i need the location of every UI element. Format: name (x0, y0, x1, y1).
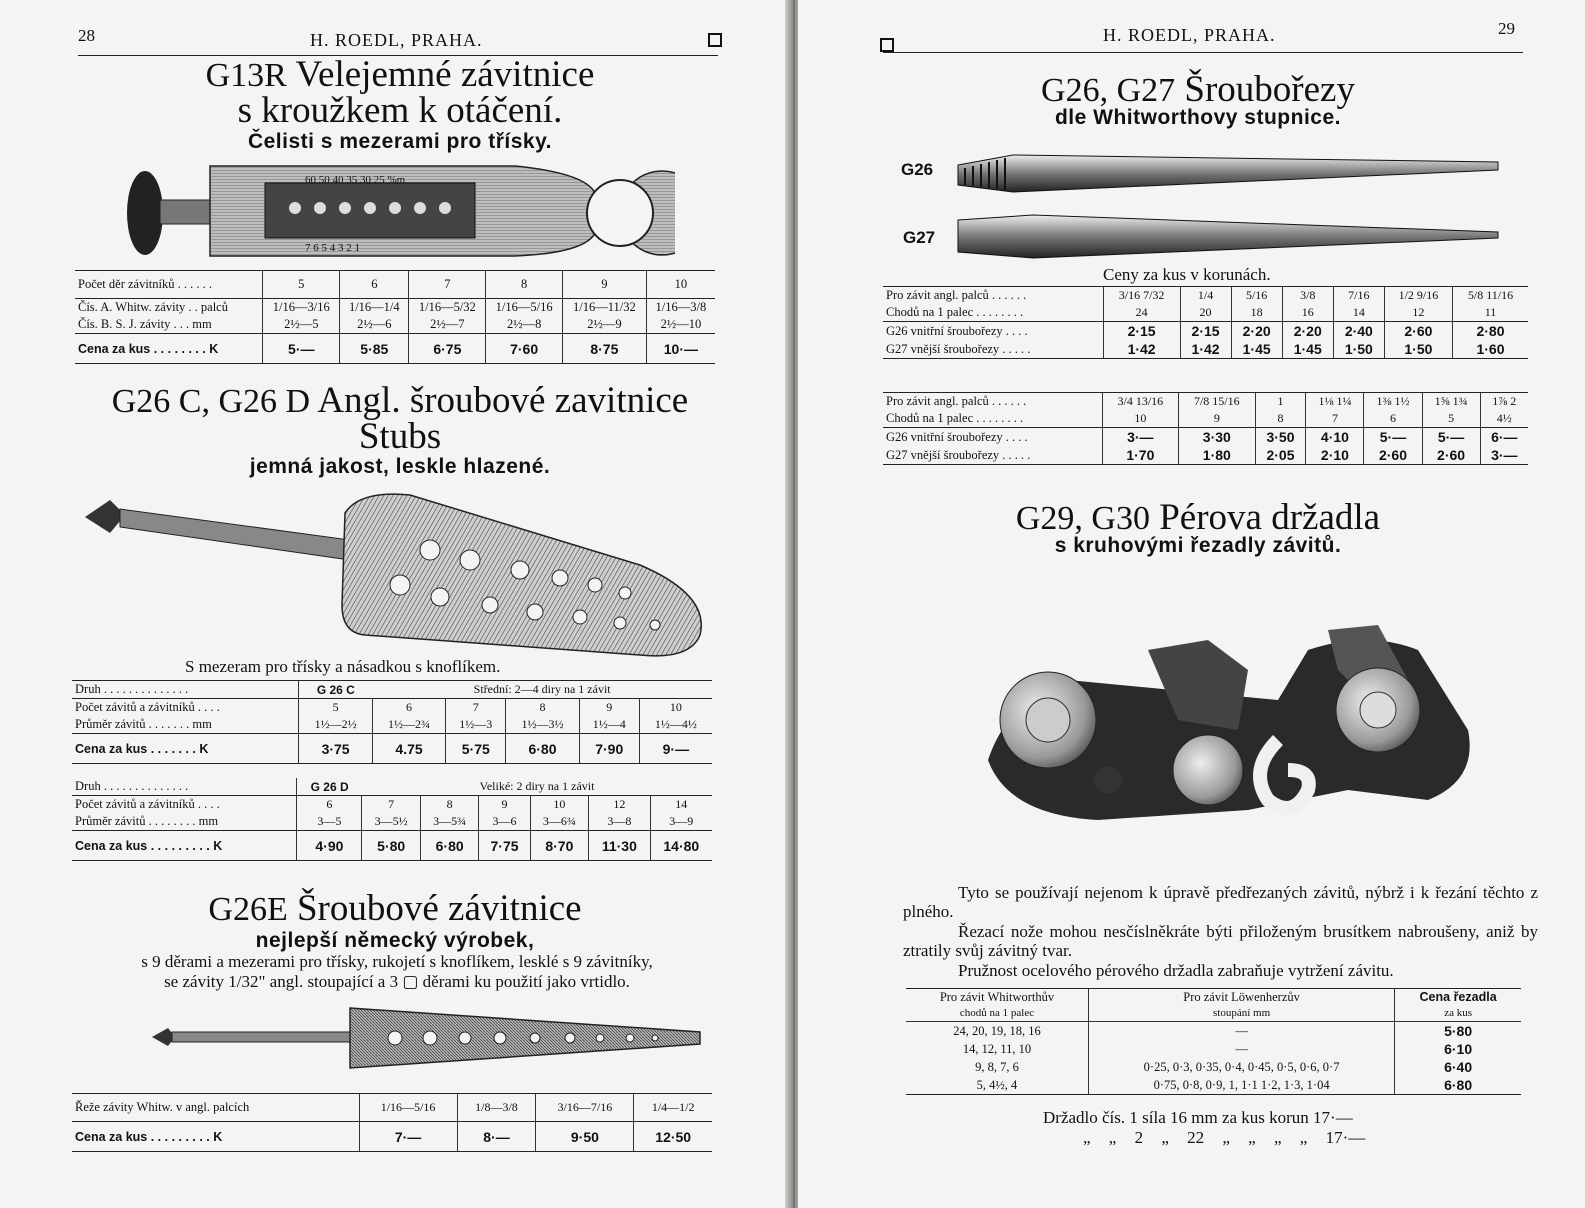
table-cell: 10 (639, 699, 712, 717)
table-cell: 10 (530, 796, 588, 814)
table-cell: 18 (1231, 304, 1282, 322)
table-label: G26 vnitřní šroubořezy . . . . (883, 322, 1103, 341)
title-line: Velejemné závitnice (295, 54, 595, 95)
g13-subtitle: Čelisti s mezerami pro třísky. (247, 130, 553, 153)
table-cell: 24, 20, 19, 18, 16 (953, 1023, 1041, 1038)
table-cell: 20 (1180, 304, 1231, 322)
table-cell: 3/16—7/16 (536, 1094, 634, 1122)
table-row (75, 316, 715, 334)
table-cell: 3/4 13/16 (1102, 393, 1178, 411)
table-row (75, 271, 715, 299)
price-cell: 6·10 (1395, 1040, 1521, 1058)
stubs-die-plate-illustration (80, 485, 710, 665)
price-cell: 1·50 (1384, 340, 1452, 359)
die-plate-illustration (150, 1000, 710, 1075)
table-cell: 16 (1282, 304, 1333, 322)
price-cell: 1·60 (1452, 340, 1528, 359)
table-label: G27 vnější šroubořezy . . . . . (883, 446, 1102, 465)
table-label: Pro závit angl. palců . . . . . . (883, 287, 1103, 305)
table-cell: 1/16—5/16 (359, 1094, 457, 1122)
table-cell: 1/16—3/16 (263, 299, 340, 317)
price-cell: 1·45 (1231, 340, 1282, 359)
price-cell: 2·60 (1384, 322, 1452, 341)
price-cell: 5·85 (340, 334, 409, 364)
price-cell: 3·50 (1255, 428, 1306, 447)
table-label: Pro závit angl. palců . . . . . . (883, 393, 1102, 411)
table-row (906, 1040, 1521, 1058)
g26g27-table-2 (883, 392, 1528, 465)
table-cell: 1½—3½ (506, 716, 579, 734)
price-cell: 3·30 (1179, 428, 1255, 447)
price-cell: 5·— (263, 334, 340, 364)
price-cell: 2·15 (1103, 322, 1180, 341)
product-code: G29, G30 (1015, 500, 1150, 537)
spring-die-holder-photo (948, 610, 1528, 860)
price-cell: 7·— (359, 1122, 457, 1152)
price-cell: 9·50 (536, 1122, 634, 1152)
table-cell: 1⅝ 1¾ (1422, 393, 1480, 411)
price-cell: 6·80 (420, 831, 478, 861)
table-cell: 10 (646, 271, 715, 299)
price-cell: 6·— (1480, 428, 1528, 447)
g26g27-title (918, 69, 1478, 110)
g13-table (75, 270, 715, 364)
table-cell: 1/16—5/16 (486, 299, 563, 317)
price-label: Cena za kus . . . . . . . . K (75, 334, 263, 364)
table-cell: 7/16 (1333, 287, 1384, 305)
table-cell: 7 (409, 271, 486, 299)
table-cell: 1/4 (1180, 287, 1231, 305)
column-header: Cena řezadla (1419, 990, 1497, 1004)
table-cell: Veliké: 2 diry na 1 závit (479, 779, 595, 793)
page-header: H. ROEDL, PRAHA. (1103, 25, 1276, 45)
column-header: Pro závit Löwenherzův (1183, 990, 1300, 1004)
table-cell: — (1088, 1022, 1394, 1041)
title-line: Šroubořezy (1184, 69, 1355, 110)
table-row (72, 716, 712, 734)
table-cell: 3—9 (650, 813, 712, 831)
table-cell: 2½—10 (646, 316, 715, 334)
table-cell: 1½—2¾ (372, 716, 445, 734)
price-cell: 2·80 (1452, 322, 1528, 341)
table-row (883, 322, 1528, 341)
table-label: Chodů na 1 palec . . . . . . . . (886, 305, 1024, 319)
table-cell: 14 (650, 796, 712, 814)
table-cell: 6 (372, 699, 445, 717)
price-label: Cena za kus . . . . . . . . . K (72, 831, 297, 861)
page-header: H. ROEDL, PRAHA. (310, 30, 483, 50)
scale-bottom-label: 7 6 5 4 3 2 1 (305, 242, 360, 254)
table-label: Čís. B. S. J. závity . . . mm (78, 317, 212, 331)
table-row (883, 393, 1528, 411)
table-cell: 1⅛ 1¼ (1306, 393, 1364, 411)
table-cell: 7 (446, 699, 506, 717)
table-cell: 1½—4 (579, 716, 639, 734)
table-label: Řeže závity Whitw. v angl. palcích (72, 1094, 359, 1122)
price-cell: 1·70 (1102, 446, 1178, 465)
price-cell: 7·60 (486, 334, 563, 364)
price-cell: 5·— (1422, 428, 1480, 447)
g26g27-table-1 (883, 286, 1528, 359)
table-row (883, 410, 1528, 428)
table-cell: 12 (1384, 304, 1452, 322)
price-note: Ceny za kus v korunách. (1103, 265, 1271, 284)
table-cell: 9, 8, 7, 6 (975, 1059, 1019, 1074)
table-row (883, 287, 1528, 305)
table-cell: 5, 4½, 4 (906, 1076, 1088, 1095)
column-header: Pro závit Whitworthův (939, 990, 1055, 1004)
table-cell: 5/8 11/16 (1452, 287, 1528, 305)
table-row (72, 681, 712, 699)
table-label: Průměr závitů . . . . . . . . mm (75, 814, 219, 828)
table-label: Chodů na 1 palec . . . . . . . . (886, 411, 1024, 425)
table-cell: 14, 12, 11, 10 (962, 1041, 1032, 1056)
price-cell: 4.75 (372, 734, 445, 764)
table-row (906, 1076, 1521, 1095)
price-cell: 5·80 (362, 831, 420, 861)
price-cell: 8·70 (530, 831, 588, 861)
g29g30-paragraph-2: Řezací nože mohou nesčíslněkráte býti přiloženým brusítkem nabroušeny, aniž by ztratily svůj závitný tvar. (903, 922, 1538, 960)
table-cell: 3—6 (479, 813, 530, 831)
table-cell: 1/8—3/8 (457, 1094, 536, 1122)
table-row (72, 796, 712, 814)
title-line: Pérova držadla (1159, 497, 1381, 538)
table-row (75, 334, 715, 364)
price-cell: 8·75 (563, 334, 647, 364)
header-rule (883, 52, 1523, 53)
price-cell: 1·50 (1333, 340, 1384, 359)
title-line: Angl. šroubové zavitnice (317, 380, 689, 421)
table-cell: G 26 C (299, 681, 372, 699)
table-row (72, 813, 712, 831)
table-row (883, 304, 1528, 322)
table-cell: 0·75, 0·8, 0·9, 1, 1·1 1·2, 1·3, 1·04 (1088, 1076, 1394, 1095)
table-header (1088, 989, 1394, 1022)
table-cell: 1½—2½ (299, 716, 372, 734)
table-label: Čís. A. Whitw. závity . . palců (75, 299, 263, 317)
table-row (883, 428, 1528, 447)
column-subheader: stoupání mm (1213, 1007, 1271, 1019)
g29g30-title (918, 497, 1478, 538)
g26e-title (90, 888, 700, 929)
page-number: 29 (1498, 19, 1515, 38)
column-subheader: chodů na 1 palec (959, 1007, 1035, 1019)
table-cell: 1½—3 (446, 716, 506, 734)
table-cell: 7/8 15/16 (1179, 393, 1255, 411)
table-cell: 7 (362, 796, 420, 814)
table-label: G26 vnitřní šroubořezy . . . . (883, 428, 1102, 447)
die-stock-illustration (115, 158, 675, 263)
price-cell: 4·90 (297, 831, 362, 861)
square-mark-icon (708, 33, 722, 47)
price-cell: 2·10 (1306, 446, 1364, 465)
table-cell: 4½ (1480, 410, 1528, 428)
product-code: G26, G27 (1041, 72, 1176, 109)
label-g27: G27 (903, 228, 936, 247)
table-label: Průměr závitů . . . . . . . mm (75, 717, 212, 731)
table-cell: 2½—9 (563, 316, 647, 334)
g26cd-caption: S mezeram pro třísky a násadkou s knoflíkem. (185, 657, 501, 676)
table-label: Počet závitů a závitníků . . . . (72, 699, 299, 717)
price-label: Cena za kus . . . . . . . . . K (72, 1122, 359, 1152)
g13-title (90, 54, 710, 95)
table-cell: 2½—7 (409, 316, 486, 334)
table-row (72, 734, 712, 764)
table-row (72, 1094, 712, 1122)
price-cell: 3·— (1102, 428, 1178, 447)
price-cell: 4·10 (1306, 428, 1364, 447)
price-cell: 6·75 (409, 334, 486, 364)
table-cell: 11 (1452, 304, 1528, 322)
price-cell: 2·20 (1282, 322, 1333, 341)
right-page (798, 0, 1585, 1208)
table-label: Druh . . . . . . . . . . . . . . (72, 681, 299, 699)
g26e-table (72, 1093, 712, 1152)
g29g30-table (906, 988, 1521, 1095)
table-cell: 1/16—3/8 (646, 299, 715, 317)
table-row (906, 1058, 1521, 1076)
price-cell: 8·— (457, 1122, 536, 1152)
table-cell: 1/16—1/4 (340, 299, 409, 317)
table-cell: 5/16 (1231, 287, 1282, 305)
table-row (72, 778, 712, 796)
left-page (0, 0, 790, 1208)
table-cell: 1⅜ 1½ (1364, 393, 1422, 411)
price-cell: 7·75 (479, 831, 530, 861)
table-row (883, 340, 1528, 359)
g26e-desc-1: s 9 děrami a mezerami pro třísky, rukojetí s knoflíkem, lesklé s 9 závitníky, (141, 952, 653, 971)
price-cell: 7·90 (579, 734, 639, 764)
table-row (883, 446, 1528, 465)
table-cell: — (1088, 1040, 1394, 1058)
price-cell: 6·80 (506, 734, 579, 764)
price-cell: 2·05 (1255, 446, 1306, 465)
price-cell: 12·50 (634, 1122, 712, 1152)
table-cell: 1⅞ 2 (1480, 393, 1528, 411)
table-cell: 1½—4½ (639, 716, 712, 734)
price-cell: 2·60 (1422, 446, 1480, 465)
table-cell: 9 (479, 796, 530, 814)
g29g30-subtitle: s kruhovými řezadly závitů. (1054, 534, 1342, 557)
table-cell: 1/16—5/32 (409, 299, 486, 317)
price-cell: 11·30 (589, 831, 650, 861)
table-cell: 1/16—11/32 (563, 299, 647, 317)
g26e-subtitle: nejlepší německý výrobek, (255, 929, 535, 952)
table-label: G27 vnější šroubořezy . . . . . (883, 340, 1103, 359)
g13-title-2: s kroužkem k otáčení. (237, 90, 563, 131)
g26cd-title-2: Stubs (358, 416, 442, 457)
price-cell: 2·60 (1364, 446, 1422, 465)
product-code: G26E (208, 891, 288, 928)
holder-line-2: „ „ 2 „ 22 „ „ „ „ 17·— (1083, 1128, 1366, 1147)
product-code: G26 C, G26 D (111, 383, 311, 420)
title-line: Šroubové závitnice (296, 888, 582, 929)
g26cd-title (70, 380, 730, 421)
table-cell: 3—6¾ (530, 813, 588, 831)
scale-top-label: 60 50 40 35 30 25 %m (305, 174, 406, 186)
table-cell: Střední: 2—4 diry na 1 závit (372, 681, 712, 699)
table-cell: 5 (263, 271, 340, 299)
table-cell: 3—5¾ (420, 813, 478, 831)
holder-line-1: Držadlo čís. 1 síla 16 mm za kus korun 17·— (1043, 1108, 1353, 1127)
g29g30-paragraph-3: Pružnost ocelového pérového držadla zabraňuje vytržení závitu. (958, 961, 1394, 980)
table-label: Počet závitů a závitníků . . . . (72, 796, 297, 814)
price-cell: 2·40 (1333, 322, 1384, 341)
price-cell: 1·42 (1180, 340, 1231, 359)
table-cell: 0·25, 0·3, 0·35, 0·4, 0·45, 0·5, 0·6, 0·7 (1088, 1058, 1394, 1076)
screw-taps-illustration (953, 140, 1513, 270)
label-g26: G26 (901, 160, 934, 179)
price-label: Cena za kus . . . . . . . K (72, 734, 299, 764)
table-cell: 6 (297, 796, 362, 814)
table-cell: 3/16 7/32 (1103, 287, 1180, 305)
price-cell: 1·42 (1103, 340, 1180, 359)
table-cell: 2½—6 (340, 316, 409, 334)
table-header (906, 989, 1088, 1022)
table-cell: 12 (589, 796, 650, 814)
table-row (72, 1122, 712, 1152)
table-cell: 9 (1179, 410, 1255, 428)
table-cell: 3—5 (297, 813, 362, 831)
price-cell: 14·80 (650, 831, 712, 861)
table-cell: 1/4—1/2 (634, 1094, 712, 1122)
knob-icon (127, 171, 163, 255)
price-cell: 1·80 (1179, 446, 1255, 465)
table-row (906, 989, 1521, 1022)
table-cell: 2½—5 (263, 316, 340, 334)
g29g30-paragraph-1: Tyto se používají nejenom k úpravě předřezaných závitů, nýbrž i k řezání těchto z plného. (903, 883, 1538, 921)
table-cell: 2½—8 (486, 316, 563, 334)
g26cd-subtitle: jemná jakost, leskle hlazené. (249, 455, 551, 478)
price-cell: 5·75 (446, 734, 506, 764)
table-cell: 3/8 (1282, 287, 1333, 305)
table-cell: 9 (579, 699, 639, 717)
g26c-table (72, 680, 712, 764)
table-cell: 1 (1255, 393, 1306, 411)
table-label: Počet děr závitníků . . . . . . (75, 271, 263, 299)
price-cell: 1·45 (1282, 340, 1333, 359)
table-header (1395, 989, 1521, 1022)
table-row (72, 831, 712, 861)
table-cell: 24 (1103, 304, 1180, 322)
table-row (72, 699, 712, 717)
price-cell: 2·15 (1180, 322, 1231, 341)
table-cell: 8 (506, 699, 579, 717)
table-cell: 7 (1306, 410, 1364, 428)
page-number: 28 (78, 26, 95, 45)
table-cell: 8 (420, 796, 478, 814)
price-cell: 6·80 (1395, 1076, 1521, 1095)
table-row (906, 1022, 1521, 1041)
table-label: Druh . . . . . . . . . . . . . . (75, 779, 189, 793)
table-cell: 6 (1364, 410, 1422, 428)
table-cell: 5 (1422, 410, 1480, 428)
g26d-table (72, 778, 712, 861)
table-cell: 8 (486, 271, 563, 299)
table-cell: 6 (340, 271, 409, 299)
square-mark-icon (880, 38, 894, 52)
table-cell: 10 (1102, 410, 1178, 428)
price-cell: 5·80 (1395, 1022, 1521, 1041)
table-cell: 14 (1333, 304, 1384, 322)
column-subheader: za kus (1444, 1007, 1472, 1019)
table-cell: 3—8 (589, 813, 650, 831)
product-code: G13R (205, 57, 287, 94)
g26e-desc-2: se závity 1/32" angl. stoupající a 3 ▢ děrami ku použití jako vrtidlo. (164, 972, 630, 991)
price-cell: 5·— (1364, 428, 1422, 447)
table-cell: G 26 D (297, 778, 362, 796)
price-cell: 6·40 (1395, 1058, 1521, 1076)
table-cell: 3—5½ (362, 813, 420, 831)
table-cell: 1/2 9/16 (1384, 287, 1452, 305)
price-cell: 2·20 (1231, 322, 1282, 341)
table-row (75, 299, 715, 317)
table-cell: 8 (1255, 410, 1306, 428)
g26g27-subtitle: dle Whitworthovy stupnice. (1054, 106, 1341, 129)
table-cell: 9 (563, 271, 647, 299)
table-cell: 5 (299, 699, 372, 717)
price-cell: 10·— (646, 334, 715, 364)
price-cell: 9·— (639, 734, 712, 764)
price-cell: 3·75 (299, 734, 372, 764)
price-cell: 3·— (1480, 446, 1528, 465)
